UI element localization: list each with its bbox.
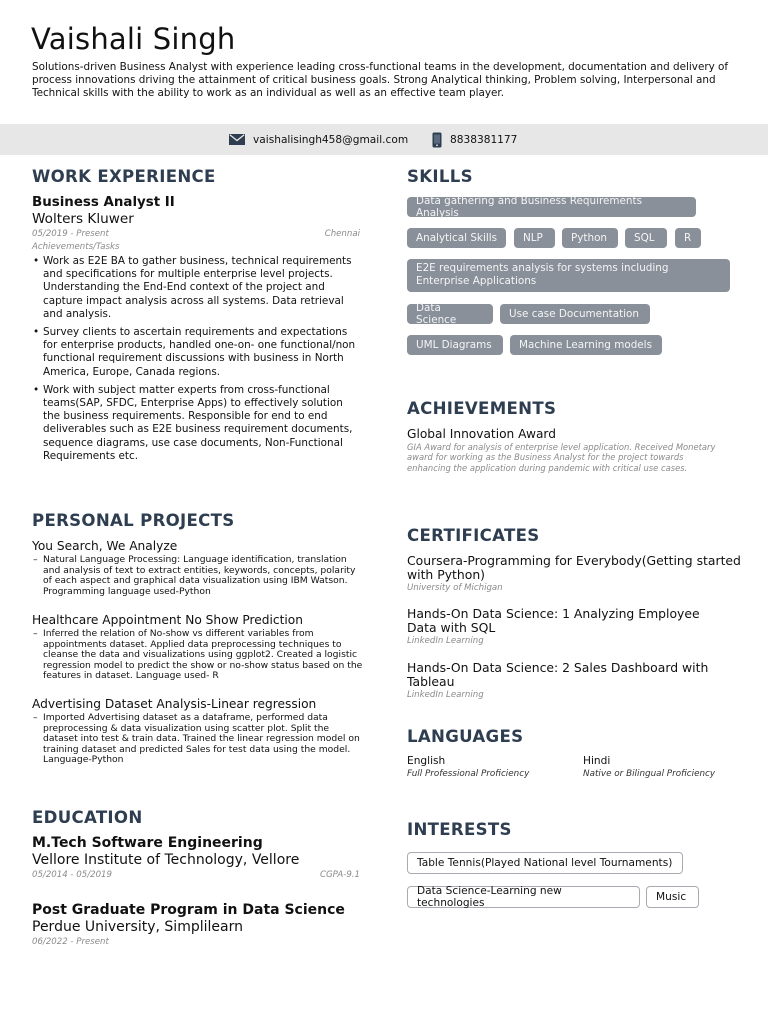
certificate-item [407, 607, 727, 646]
education-grade: CGPA-9.1 [319, 870, 360, 880]
skill-chip: R [675, 228, 701, 248]
project-title: Healthcare Appointment No Show Prediction [32, 613, 303, 627]
interests-heading: INTERESTS [407, 820, 512, 839]
interest-tag: Data Science-Learning new technologies [407, 886, 640, 908]
project-title: Advertising Dataset Analysis-Linear regression [32, 697, 317, 711]
language-item [407, 755, 577, 779]
skill-chip: Data gathering and Business Requirements Analysis [407, 197, 696, 217]
company-name: Wolters Kluwer [32, 211, 134, 227]
certificate-issuer: LinkedIn Learning [407, 636, 484, 646]
degree: M.Tech Software Engineering [32, 835, 263, 851]
work-bullet: • Survey clients to ascertain requirements and expectations for enterprise products, handled one-on- one functional/non functional requirement discussions with business in North America, Europe, Canada regions. [32, 326, 360, 379]
phone-contact[interactable] [432, 124, 517, 155]
profile-summary: Solutions-driven Business Analyst with experience leading cross-functional teams in the development, documentation and delivery of process innovations driving the attainment of critical business goals. Strong Analytical thinking, Problem solving, Interpersonal and Technical skills with the ability to work as an individual as well as an effective team player. [32, 61, 729, 100]
job-title: Business Analyst II [32, 195, 175, 210]
project-description: – Inferred the relation of No-show vs different variables from appointments dataset. Applied data preprocessing techniques to cleanse the data and visualizations using ggplot2. Created a logistic regression model to predict the show or no-show status based on the features in dataset. Language used- R [32, 629, 364, 682]
interest-tag: Table Tennis(Played National level Tournaments) [407, 852, 683, 874]
project-item [32, 539, 364, 597]
work-bullet: • Work as E2E BA to gather business, technical requirements and specifications for multiple enterprise level projects. Understanding the End-End context of the project and capture impact analysis across all systems. Data retrieval and analysis. [32, 255, 360, 321]
candidate-name: Vaishali Singh [31, 22, 236, 56]
skill-chip: Python [562, 228, 618, 248]
skill-chip: NLP [514, 228, 555, 248]
language-item [583, 755, 753, 779]
mobile-phone-icon [432, 132, 442, 148]
personal-projects-heading: PERSONAL PROJECTS [32, 511, 235, 530]
certificate-title: Hands-On Data Science: 1 Analyzing Employee Data with SQL [407, 606, 700, 635]
school: Perdue University, Simplilearn [32, 919, 243, 935]
certificate-title: Coursera-Programming for Everybody(Getting started with Python) [407, 553, 741, 582]
education-entry [32, 902, 360, 947]
skill-chip: E2E requirements analysis for systems including Enterprise Applications [407, 259, 730, 292]
school: Vellore Institute of Technology, Vellore [32, 852, 300, 868]
certificate-item [407, 554, 742, 593]
achievement-item [407, 427, 727, 473]
language-name: Hindi [583, 755, 611, 767]
achievements-heading: ACHIEVEMENTS [407, 399, 557, 418]
skill-chip: SQL [625, 228, 667, 248]
education-heading: EDUCATION [32, 808, 143, 827]
interest-tag: Music [646, 886, 699, 908]
project-title: You Search, We Analyze [32, 539, 178, 553]
tasks-subheading: Achievements/Tasks [32, 242, 120, 252]
skill-chip: UML Diagrams [407, 335, 503, 355]
job-meta [32, 229, 360, 239]
project-description: – Imported Advertising dataset as a dataframe, performed data preprocessing & data visualization using scatter plot. Split the dataset into test & train data. Trained the linear regression model on training dataset and predicted Sales for test data using the model. Language-Python [32, 713, 364, 766]
achievement-description: GIA Award for analysis of enterprise level application. Received Monetary award for working as the Business Analyst for the project towards enhancing the application during pandemic with critical use cases. [407, 442, 716, 473]
skills-heading: SKILLS [407, 167, 473, 186]
certificate-item [407, 661, 757, 700]
skill-chip: Use case Documentation [500, 304, 650, 324]
job-location: Chennai [324, 229, 360, 239]
project-description: – Natural Language Processing: Language identification, translation and analysis of text to extract entities, keywords, concepts, polarity of each aspect and graphical data visualization using IBM Watson. Programming language used-Python [32, 555, 364, 597]
language-level: Native or Bilingual Proficiency [583, 769, 716, 779]
education-meta [32, 870, 360, 880]
education-entry [32, 835, 360, 880]
certificates-heading: CERTIFICATES [407, 526, 540, 545]
work-experience-heading: WORK EXPERIENCE [32, 167, 216, 186]
email-text: vaishalisingh458@gmail.com [253, 133, 409, 146]
degree: Post Graduate Program in Data Science [32, 902, 345, 918]
project-item [32, 613, 364, 682]
work-entry [32, 195, 360, 468]
certificate-issuer: LinkedIn Learning [407, 690, 484, 700]
phone-text: 8838381177 [450, 133, 518, 146]
achievement-title: Global Innovation Award [407, 427, 556, 441]
skill-chip: Machine Learning models [510, 335, 662, 355]
education-dates: 06/2022 - Present [32, 937, 109, 947]
education-dates: 05/2014 - 05/2019 [32, 870, 112, 880]
languages-heading: LANGUAGES [407, 727, 524, 746]
work-bullets [32, 255, 360, 463]
project-item [32, 697, 364, 766]
envelope-icon [229, 134, 245, 145]
email-contact[interactable] [229, 124, 408, 155]
language-level: Full Professional Proficiency [407, 769, 530, 779]
skill-chip: Data Science [407, 304, 493, 324]
certificate-title: Hands-On Data Science: 2 Sales Dashboard with Tableau [407, 660, 709, 689]
job-dates: 05/2019 - Present [32, 229, 109, 239]
education-meta [32, 937, 360, 947]
language-name: English [407, 755, 446, 767]
certificate-issuer: University of Michigan [407, 583, 503, 593]
skill-chip: Analytical Skills [407, 228, 506, 248]
work-bullet: • Work with subject matter experts from cross-functional teams(SAP, SFDC, Enterprise Apps) to effectively solution the business requirements. Responsible for end to end deliverables such as E2E business requirement documents, sequence diagrams, use case documents, Non-Functional Requirements etc. [32, 384, 360, 463]
contact-bar [0, 124, 768, 155]
